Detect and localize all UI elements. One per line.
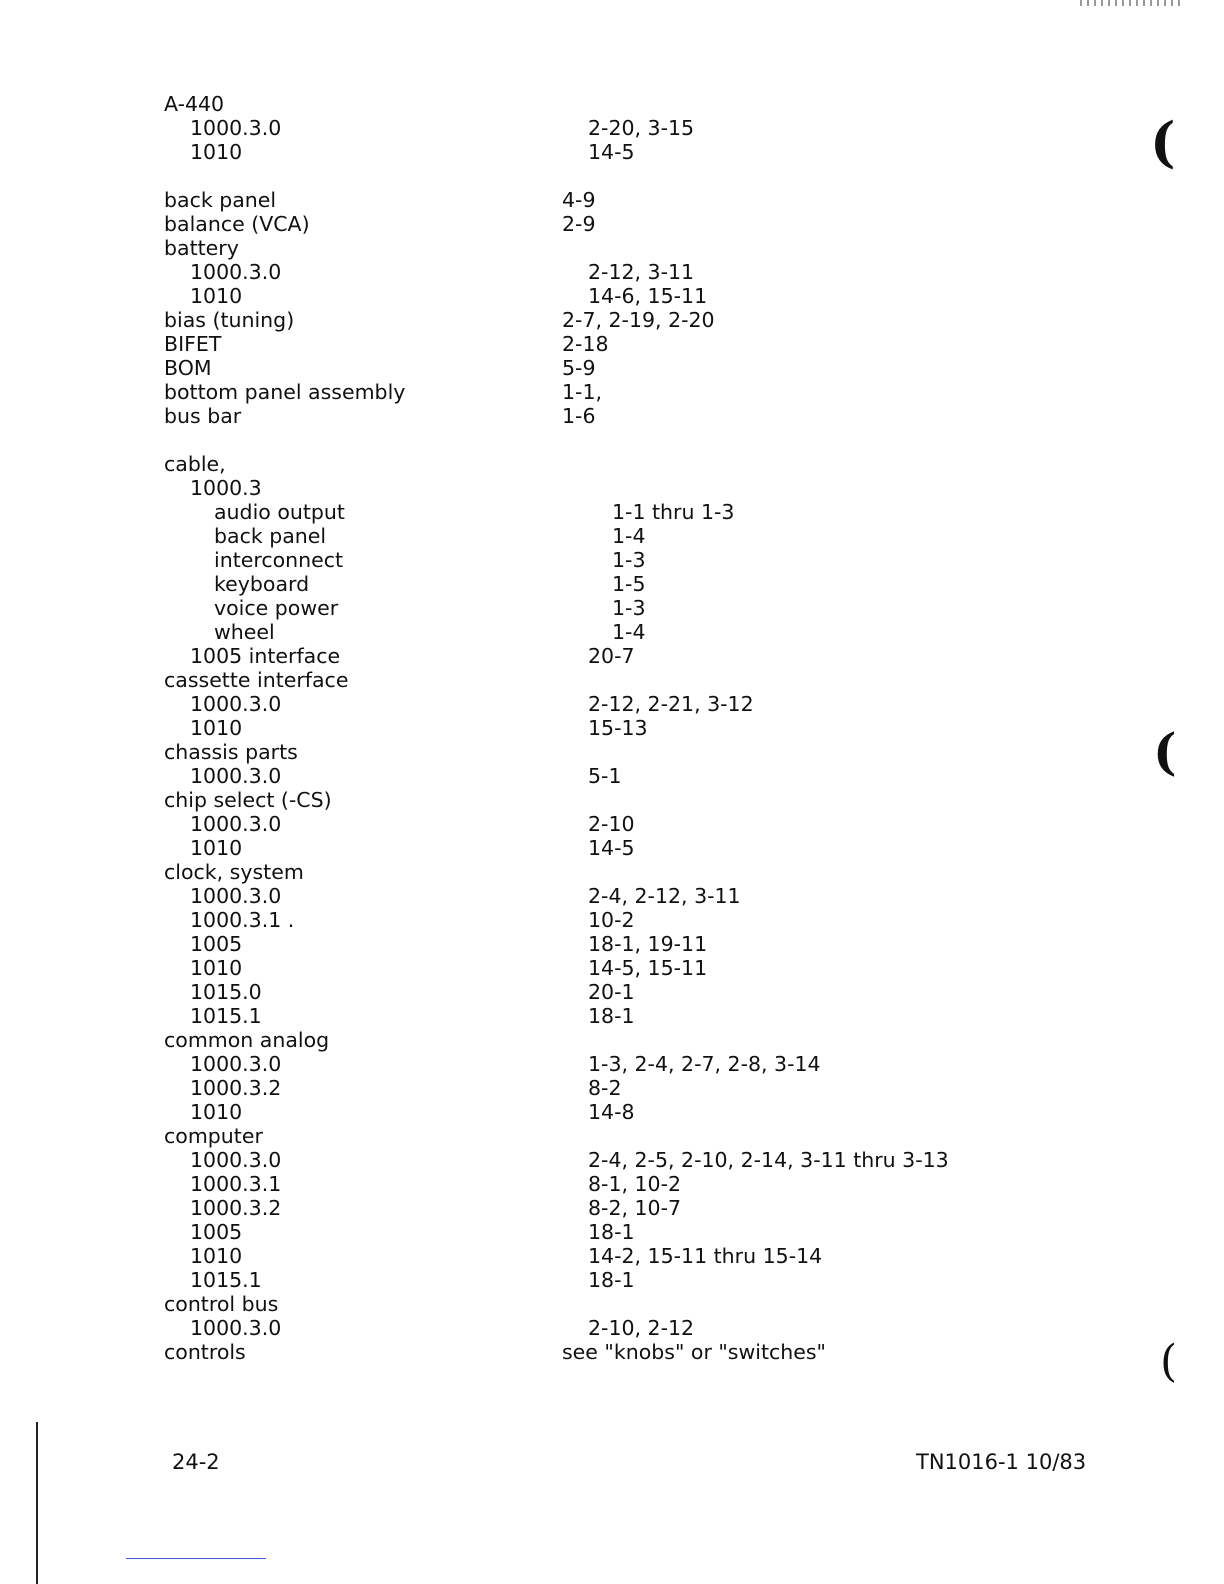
index-entry	[164, 476, 1024, 500]
index-entry	[164, 788, 1024, 812]
index-term: cable,	[164, 452, 226, 476]
document-id: TN1016-1 10/83	[916, 1450, 1087, 1474]
index-entry	[164, 212, 1024, 236]
index-term: 1000.3.0	[190, 812, 282, 836]
index-term: voice power	[214, 596, 339, 620]
margin-bracket: (	[1150, 110, 1176, 174]
index-entry	[164, 236, 1024, 260]
index-entry	[164, 1244, 1024, 1268]
index-page-refs: 2-4, 2-12, 3-11	[588, 884, 741, 908]
index-page-refs: 18-1	[588, 1004, 635, 1028]
index-page-refs: 2-10, 2-12	[588, 1316, 695, 1340]
index-term: interconnect	[214, 548, 344, 572]
index-term: clock, system	[164, 860, 304, 884]
index-gap	[164, 428, 1024, 452]
index-entry	[164, 692, 1024, 716]
index-entry	[164, 1004, 1024, 1028]
index-term: 1000.3.2	[190, 1076, 282, 1100]
index-term: controls	[164, 1340, 246, 1364]
index-entry	[164, 500, 1024, 524]
index-entry	[164, 380, 1024, 404]
index-entry	[164, 1292, 1024, 1316]
index-entry	[164, 1100, 1024, 1124]
index-entry	[164, 836, 1024, 860]
index-entry	[164, 1124, 1024, 1148]
index-page-refs: 14-5	[588, 836, 635, 860]
index-entry	[164, 404, 1024, 428]
index-entry	[164, 452, 1024, 476]
index-term: keyboard	[214, 572, 310, 596]
index-page-refs: 14-6, 15-11	[588, 284, 708, 308]
index-page-refs: 2-20, 3-15	[588, 116, 695, 140]
index-entry	[164, 908, 1024, 932]
index-term: bias (tuning)	[164, 308, 295, 332]
index-term: 1000.3.0	[190, 764, 282, 788]
index-entry	[164, 1316, 1024, 1340]
index-term: 1015.0	[190, 980, 262, 1004]
index-entry	[164, 1052, 1024, 1076]
index-term: A-440	[164, 92, 225, 116]
index-entry	[164, 188, 1024, 212]
index-page-refs: 8-2	[588, 1076, 622, 1100]
scan-specks	[1080, 0, 1180, 6]
index-page-refs: 1-3	[612, 548, 646, 572]
index-page-refs: 14-5	[588, 140, 635, 164]
index-term: BOM	[164, 356, 212, 380]
index-term: 1000.3.2	[190, 1196, 282, 1220]
index-page-refs: 2-12, 2-21, 3-12	[588, 692, 754, 716]
page-number: 24-2	[172, 1450, 220, 1474]
index-term: bus bar	[164, 404, 242, 428]
index-term: 1000.3	[190, 476, 262, 500]
index-page-refs: 1-4	[612, 620, 646, 644]
index-list	[164, 92, 1024, 1364]
index-term: back panel	[164, 188, 277, 212]
index-term: bottom panel assembly	[164, 380, 406, 404]
index-entry	[164, 1028, 1024, 1052]
index-page-refs: 1-3	[612, 596, 646, 620]
index-entry	[164, 1340, 1024, 1364]
index-term: 1000.3.0	[190, 1148, 282, 1172]
index-term: 1010	[190, 956, 243, 980]
index-term: 1000.3.0	[190, 1316, 282, 1340]
index-term: 1000.3.0	[190, 260, 282, 284]
index-page-refs: 2-4, 2-5, 2-10, 2-14, 3-11 thru 3-13	[588, 1148, 949, 1172]
index-page-refs: 2-12, 3-11	[588, 260, 695, 284]
index-page-refs: 18-1	[588, 1268, 635, 1292]
index-term: 1010	[190, 1100, 243, 1124]
index-page-refs: 15-13	[588, 716, 648, 740]
index-term: chassis parts	[164, 740, 298, 764]
index-term: 1000.3.0	[190, 116, 282, 140]
index-entry	[164, 956, 1024, 980]
index-page-refs: 5-9	[562, 356, 596, 380]
index-page-refs: 18-1	[588, 1220, 635, 1244]
index-page-refs: 8-2, 10-7	[588, 1196, 682, 1220]
index-page-refs: 5-1	[588, 764, 622, 788]
index-page-refs: 8-1, 10-2	[588, 1172, 682, 1196]
index-page-refs: 20-1	[588, 980, 635, 1004]
index-entry	[164, 356, 1024, 380]
index-entry	[164, 332, 1024, 356]
index-term: balance (VCA)	[164, 212, 310, 236]
index-term: 1015.1	[190, 1268, 262, 1292]
index-page-refs: 2-18	[562, 332, 609, 356]
index-entry	[164, 1268, 1024, 1292]
bottom-rule	[126, 1558, 266, 1559]
index-entry	[164, 116, 1024, 140]
index-entry	[164, 284, 1024, 308]
index-entry	[164, 716, 1024, 740]
index-term: cassette interface	[164, 668, 349, 692]
index-term: common analog	[164, 1028, 330, 1052]
index-term: back panel	[214, 524, 327, 548]
index-entry	[164, 1076, 1024, 1100]
index-term: 1000.3.1 .	[190, 908, 295, 932]
index-term: BIFET	[164, 332, 222, 356]
index-entry	[164, 620, 1024, 644]
index-entry	[164, 140, 1024, 164]
margin-rule	[36, 1422, 38, 1584]
margin-bracket: (	[1153, 722, 1177, 781]
index-page-refs: 1-4	[612, 524, 646, 548]
index-page-refs: 1-3, 2-4, 2-7, 2-8, 3-14	[588, 1052, 821, 1076]
index-term: 1010	[190, 1244, 243, 1268]
index-page-refs: 1-1,	[562, 380, 602, 404]
index-page-refs: 1-5	[612, 572, 646, 596]
index-entry	[164, 1196, 1024, 1220]
index-term: computer	[164, 1124, 263, 1148]
index-page-refs: 1-6	[562, 404, 596, 428]
index-entry	[164, 308, 1024, 332]
index-page-refs: 14-2, 15-11 thru 15-14	[588, 1244, 823, 1268]
index-term: 1010	[190, 836, 243, 860]
index-entry	[164, 596, 1024, 620]
index-page-refs: 2-10	[588, 812, 635, 836]
index-term: wheel	[214, 620, 275, 644]
index-page-refs: see "knobs" or "switches"	[562, 1340, 826, 1364]
index-term: 1000.3.0	[190, 692, 282, 716]
index-entry	[164, 572, 1024, 596]
index-term: 1000.3.0	[190, 1052, 282, 1076]
index-entry	[164, 980, 1024, 1004]
index-term: 1000.3.1	[190, 1172, 282, 1196]
index-term: battery	[164, 236, 239, 260]
index-term: 1005	[190, 1220, 243, 1244]
index-entry	[164, 860, 1024, 884]
index-page-refs: 4-9	[562, 188, 596, 212]
index-entry	[164, 548, 1024, 572]
index-term: 1010	[190, 716, 243, 740]
index-term: 1005	[190, 932, 243, 956]
index-entry	[164, 524, 1024, 548]
index-page-refs: 18-1, 19-11	[588, 932, 708, 956]
index-entry	[164, 1220, 1024, 1244]
index-page-refs: 2-7, 2-19, 2-20	[562, 308, 715, 332]
index-entry	[164, 932, 1024, 956]
index-entry	[164, 764, 1024, 788]
index-entry	[164, 740, 1024, 764]
index-entry	[164, 1148, 1024, 1172]
index-page-refs: 2-9	[562, 212, 596, 236]
index-term: 1015.1	[190, 1004, 262, 1028]
index-term: control bus	[164, 1292, 279, 1316]
index-gap	[164, 164, 1024, 188]
index-entry	[164, 1172, 1024, 1196]
index-entry	[164, 92, 1024, 116]
index-page-refs: 14-5, 15-11	[588, 956, 708, 980]
index-term: 1010	[190, 140, 243, 164]
index-entry	[164, 812, 1024, 836]
index-entry	[164, 884, 1024, 908]
index-entry	[164, 644, 1024, 668]
index-term: 1000.3.0	[190, 884, 282, 908]
index-term: 1005 interface	[190, 644, 341, 668]
index-entry	[164, 260, 1024, 284]
index-page-refs: 1-1 thru 1-3	[612, 500, 735, 524]
index-page-refs: 10-2	[588, 908, 635, 932]
index-entry	[164, 668, 1024, 692]
margin-bracket: (	[1160, 1336, 1178, 1387]
index-term: audio output	[214, 500, 345, 524]
index-term: 1010	[190, 284, 243, 308]
index-page-refs: 20-7	[588, 644, 635, 668]
index-page-refs: 14-8	[588, 1100, 635, 1124]
index-term: chip select (-CS)	[164, 788, 332, 812]
